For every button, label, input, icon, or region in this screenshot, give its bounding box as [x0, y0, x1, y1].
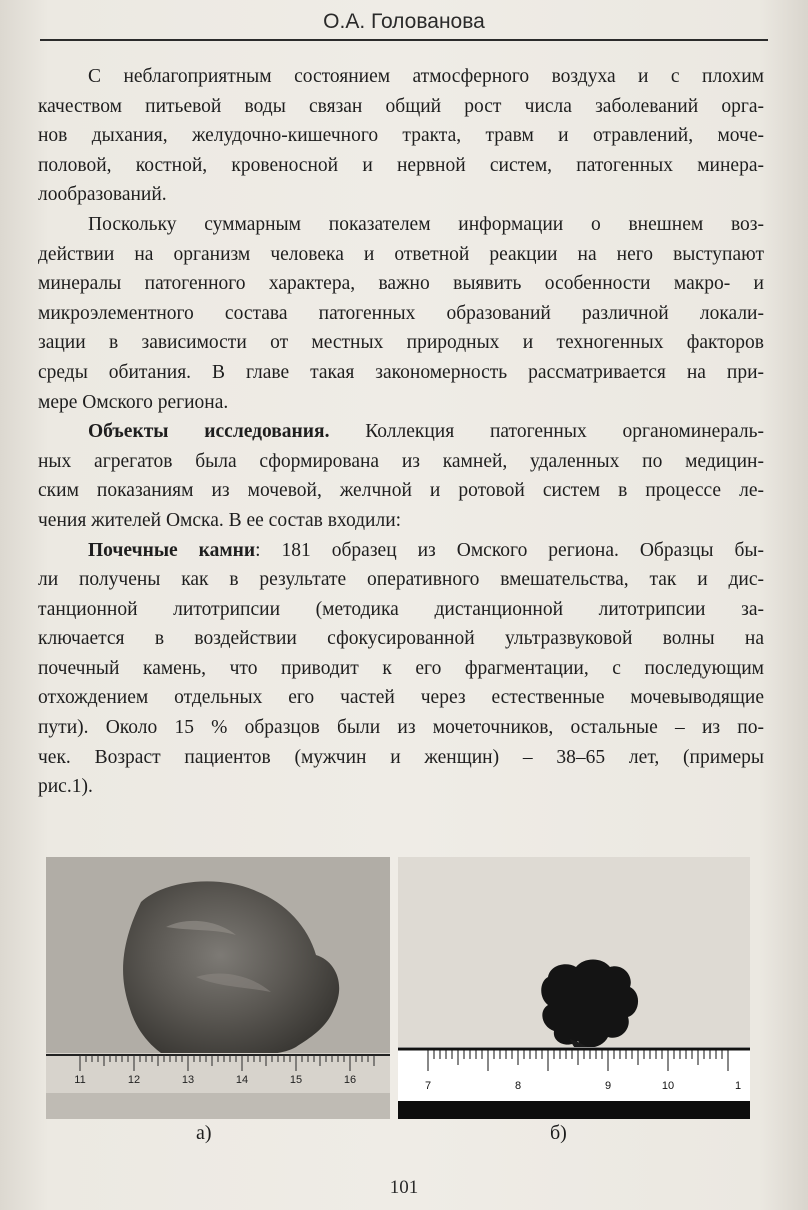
text-line: лообразований. [38, 184, 167, 206]
text-line: ключается в воздействии сфокусированной ультразвуковой волны на [38, 628, 764, 650]
text-line: ским показаниям из мочевой, желчной и ротовой систем в процессе ле- [38, 480, 764, 502]
text-fragment: Коллекция патогенных органоминераль- [329, 421, 764, 443]
text-line: зации в зависимости от местных природных и техногенных факторов [38, 332, 764, 354]
text-line: почечный камень, что приводит к его фрагментации, с последующим [38, 657, 764, 679]
page-number: 101 [389, 1177, 419, 1198]
text-line: пути). Около 15 % образцов были из мочеточников, остальные – из по- [38, 717, 764, 739]
header-rule [40, 39, 768, 41]
stone-photo-illustration [398, 857, 750, 1119]
text-line: отхождением отдельных его частей через естественные мочевыводящие [38, 687, 764, 709]
section-heading-kidney-stones: Почечные камни [88, 539, 256, 561]
text-line: танционной литотрипсии (методика дистанционной литотрипсии за- [38, 598, 764, 620]
ruler-a-label: 13 [181, 1074, 195, 1086]
figure-b-caption: б) [550, 1122, 567, 1144]
ruler-b-label: 10 [661, 1080, 675, 1092]
ruler-a-label: 12 [127, 1074, 141, 1086]
photo-frame [398, 857, 750, 1119]
text-line-with-lead [88, 536, 764, 566]
text-line: минералы патогенного характера, важно выявить особенности макро- и [38, 273, 764, 295]
paragraph-4 [38, 536, 764, 802]
text-line: половой, костной, кровеносной и нервной систем, патогенных минера- [38, 154, 764, 176]
ruler-a-label: 16 [343, 1074, 357, 1086]
section-heading-objects: Объекты исследования. [88, 421, 330, 443]
text-line: ли получены как в результате оперативного вмешательства, так и дис- [38, 569, 764, 591]
text-line: чения жителей Омска. В ее состав входили: [38, 509, 402, 531]
text-line: нов дыхания, желудочно-кишечного тракта, травм и отравлений, моче- [38, 125, 764, 147]
running-header-author: О.А. Голованова [323, 10, 485, 33]
text-line: действии на организм человека и ответной реакции на него выступают [38, 243, 764, 265]
ruler-a-label: 14 [235, 1074, 249, 1086]
figure-a-caption: а) [196, 1122, 212, 1144]
text-fragment: : 181 образец из Омского региона. Образцы бы- [255, 539, 764, 561]
paragraph-1 [38, 62, 764, 210]
text-line: качеством питьевой воды связан общий рост числа заболеваний орга- [38, 95, 764, 117]
ruler-b-label: 1 [734, 1080, 742, 1092]
ruler-a-label: 11 [74, 1074, 86, 1086]
ruler-a-label: 15 [289, 1074, 303, 1086]
figure-a-kidney-stone-photo [46, 857, 390, 1119]
stone-photo-illustration [46, 857, 390, 1119]
text-line: Поскольку суммарным показателем информации о внешнем воз- [88, 213, 764, 235]
figure-b-kidney-stone-photo [398, 857, 750, 1119]
ruler-b-label: 7 [424, 1080, 432, 1092]
text-line: ных агрегатов была сформирована из камней, удаленных по медицин- [38, 450, 764, 472]
text-line: С неблагоприятным состоянием атмосферного воздуха и с плохим [88, 66, 764, 87]
body-text [38, 62, 764, 802]
text-line: мере Омского региона. [38, 391, 229, 413]
ruler-b-label: 9 [604, 1080, 612, 1092]
text-line: среды обитания. В главе такая закономерность рассматривается на при- [38, 361, 764, 383]
photo-frame [46, 857, 390, 1119]
text-line-with-lead [88, 417, 764, 447]
ruler-b-label: 8 [514, 1080, 522, 1092]
text-line: рис.1). [38, 776, 93, 798]
text-line: чек. Возраст пациентов (мужчин и женщин) – 38–65 лет, (примеры [38, 746, 764, 768]
text-line: микроэлементного состава патогенных образований различной локали- [38, 302, 764, 324]
paragraph-2 [38, 210, 764, 417]
paragraph-3 [38, 417, 764, 535]
